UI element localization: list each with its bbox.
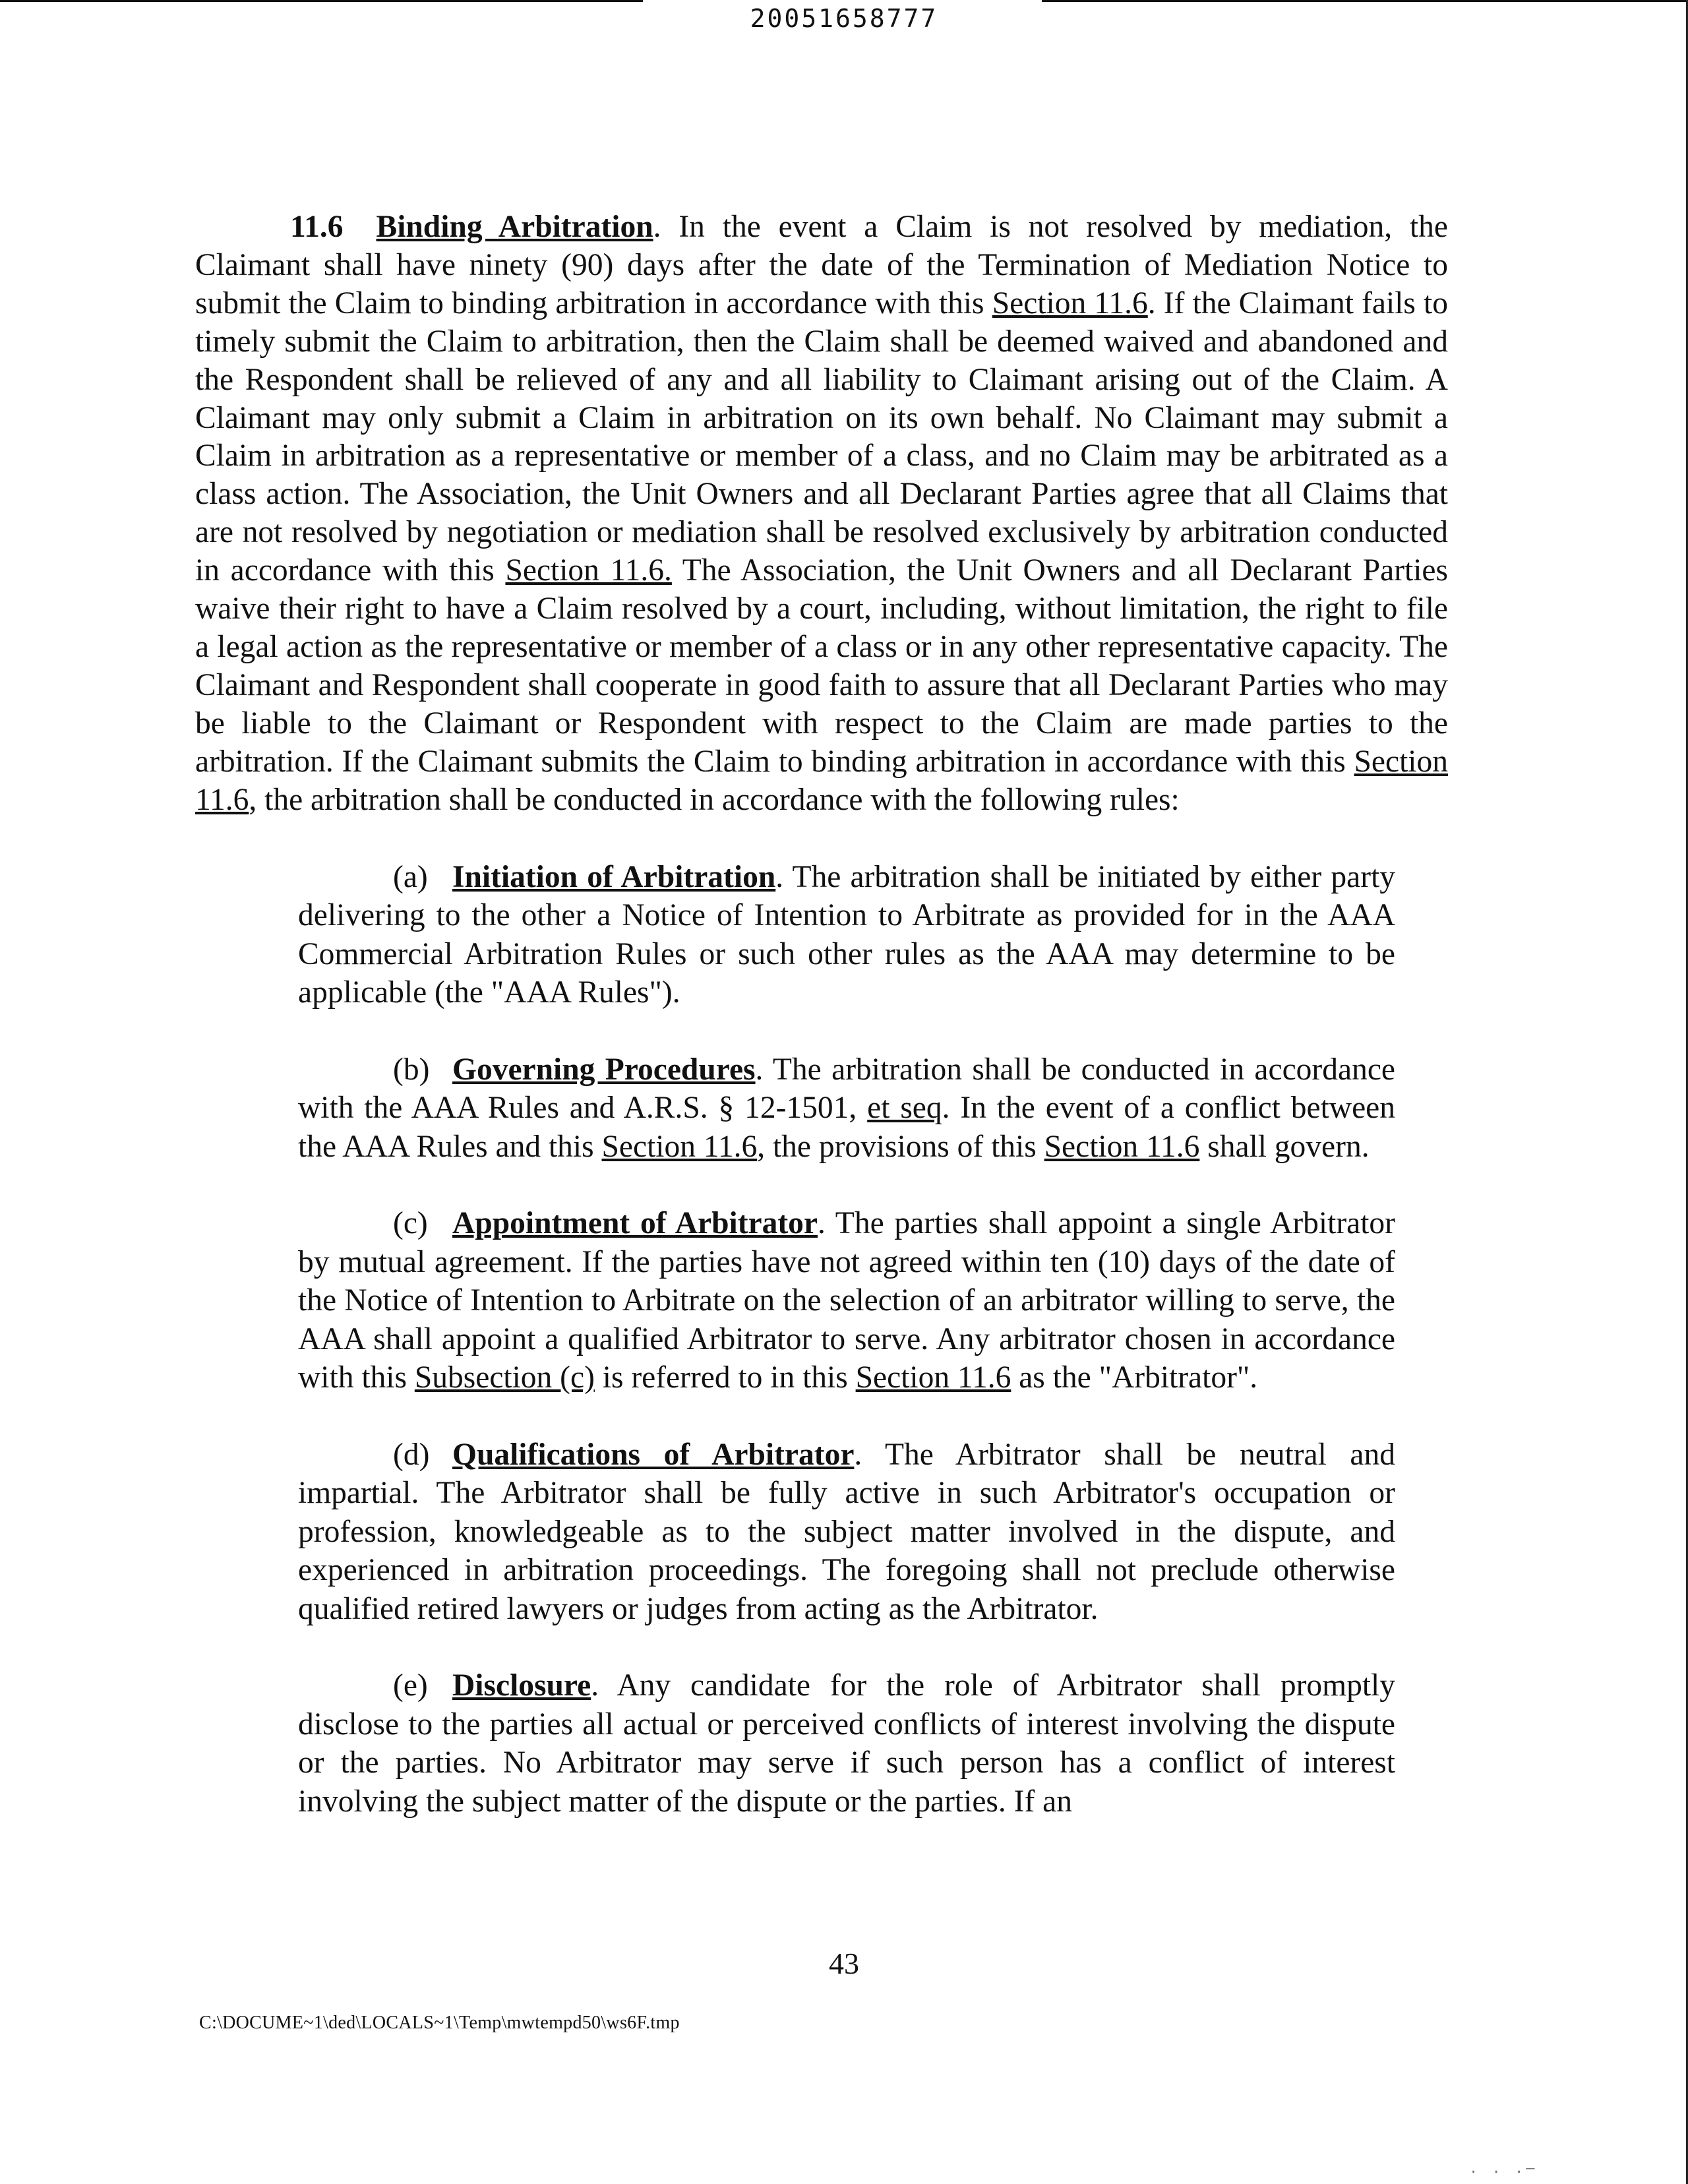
- section-reference: Section 11.6: [195, 744, 1448, 817]
- subsection-heading: Qualifications of Arbitrator: [452, 1437, 855, 1472]
- footer-file-path: C:\DOCUME~1\ded\LOCALS~1\Temp\mwtempd50\ws6F.tmp: [199, 2013, 680, 2033]
- subsection-reference: Section 11.6: [1044, 1129, 1200, 1164]
- subsection-text: , the provisions of this: [757, 1129, 1044, 1164]
- subsection-d: [298, 1436, 1448, 1629]
- section-text: . In the event a Claim is not resolved by mediation, the Claimant shall have ninety (90) days after the date of the Termination of Mediation Notice to submit the Claim to binding arbitration in accordance with this: [195, 210, 1448, 320]
- subsection-text: . In the event of a conflict between the AAA Rules and this: [298, 1091, 1395, 1164]
- subsection-text: . The arbitration shall be conducted in accordance with the AAA Rules and A.R.S. § 12-1501,: [298, 1052, 1395, 1125]
- subsection-reference: Subsection (c): [414, 1360, 595, 1395]
- subsection-heading: Governing Procedures: [452, 1052, 756, 1087]
- subsection-heading: Disclosure: [452, 1668, 591, 1703]
- page-number: 43: [829, 1947, 859, 1980]
- subsection-text: as the "Arbitrator".: [1011, 1360, 1258, 1395]
- document-scan-id: 20051658777: [750, 4, 938, 33]
- subsection-e: [298, 1666, 1448, 1821]
- subsection-list: [195, 858, 1448, 1821]
- subsection-reference: Section 11.6: [601, 1129, 758, 1164]
- subsection-text: is referred to in this: [594, 1360, 856, 1395]
- top-border-line-left: [0, 0, 643, 2]
- subsection-label: (a): [393, 859, 428, 894]
- subsection-b: [298, 1050, 1448, 1167]
- subsection-text: . The parties shall appoint a single Arbitrator by mutual agreement. If the parties have not agreed within ten (10) days of the date of the Notice of Intention to Arbitrate on the selection of an arbitrator willing to serve, the AAA shall appoint a qualified Arbitrator to serve. Any arbitrator chosen in accordance with this: [298, 1206, 1395, 1395]
- subsection-text: . Any candidate for the role of Arbitrator shall promptly disclose to the parties all actual or perceived conflicts of interest involving the dispute or the parties. No Arbitrator may serve if such person has a conflict of interest involving the subject matter of the dispute or the parties. If an: [298, 1668, 1395, 1819]
- document-body: [195, 208, 1448, 1859]
- subsection-reference: et seq: [867, 1091, 942, 1125]
- section-heading: Binding Arbitration: [376, 210, 653, 244]
- section-reference: Section 11.6: [992, 286, 1148, 320]
- subsection-label: (e): [393, 1668, 428, 1703]
- subsection-text: . The arbitration shall be initiated by either party delivering to the other a Notice of Intention to Arbitrate as provided for in the AAA Commercial Arbitration Rules or such other rules as the AAA may determine to be applicable (the "AAA Rules").: [298, 859, 1396, 1010]
- section-text: The Association, the Unit Owners and all Declarant Parties waive their right to have a Claim resolved by a court, including, without limitation, the right to file a legal action as the representative or member of a class or in any other representative capacity. The Claimant and Respondent shall cooperate in good faith to assure that all Declarant Parties who may be liable to the Claimant or Respondent with respect to the Claim are made parties to the arbitration. If the Claimant submits the Claim to binding arbitration in accordance with this: [195, 553, 1448, 779]
- subsection-text: . The Arbitrator shall be neutral and impartial. The Arbitrator shall be fully active in such Arbitrator's occupation or profession, knowledgeable as to the subject matter involved in the dispute, and experienced in arbitration proceedings. The foregoing shall not preclude otherwise qualified retired lawyers or judges from acting as the Arbitrator.: [298, 1437, 1395, 1626]
- section-number: 11.6: [290, 210, 344, 244]
- subsection-reference: Section 11.6: [855, 1360, 1011, 1395]
- subsection-a: [298, 858, 1448, 1012]
- subsection-heading: Appointment of Arbitrator: [452, 1206, 818, 1240]
- subsection-text: shall govern.: [1199, 1129, 1370, 1164]
- scan-artifact: . . .—: [1469, 2160, 1538, 2177]
- subsection-heading: Initiation of Arbitration: [452, 859, 776, 894]
- section-11-6-paragraph: [195, 208, 1448, 820]
- section-reference: Section 11.6.: [505, 553, 672, 588]
- section-text: . If the Claimant fails to timely submit the Claim to arbitration, then the Claim shall be deemed waived and abandoned and the Respondent shall be relieved of any and all liability to Claimant arising out of the Claim. A Claimant may only submit a Claim in arbitration on its own behalf. No Claimant may submit a Claim in arbitration as a representative or member of a class, and no Claim may be arbitrated as a class action. The Association, the Unit Owners and all Declarant Parties agree that all Claims that are not resolved by negotiation or mediation shall be resolved exclusively by arbitration conducted in accordance with this: [195, 286, 1449, 588]
- subsection-label: (c): [393, 1206, 428, 1240]
- subsection-label: (d): [393, 1437, 430, 1472]
- subsection-label: (b): [393, 1052, 430, 1087]
- section-text: , the arbitration shall be conducted in accordance with the following rules:: [249, 782, 1180, 817]
- top-border-line-right: [1042, 0, 1688, 2]
- subsection-c: [298, 1204, 1448, 1397]
